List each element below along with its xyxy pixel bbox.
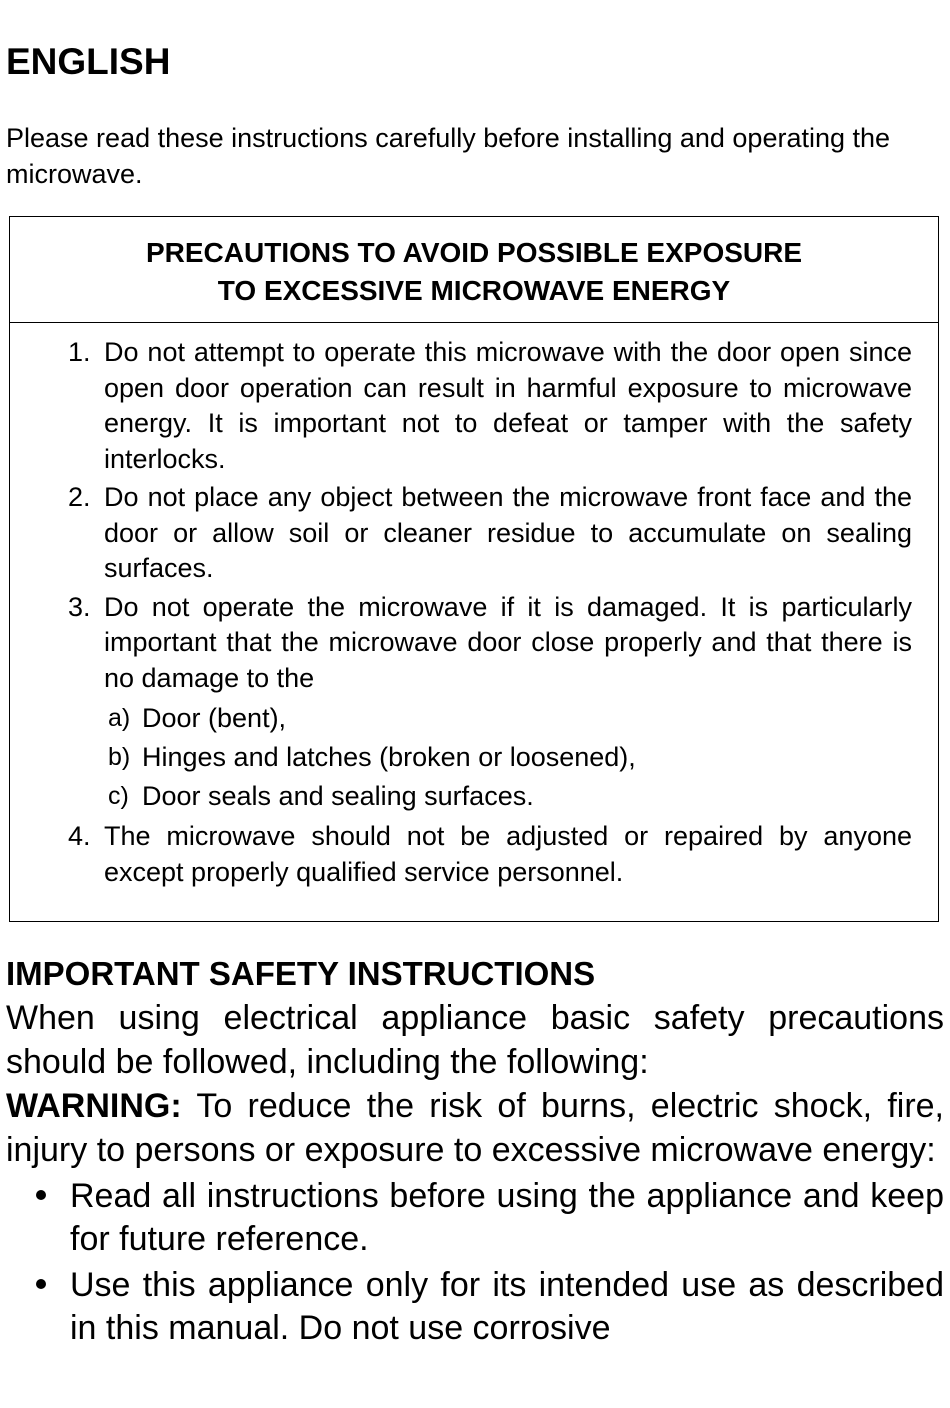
- precaution-item-3: [10, 590, 940, 817]
- subitem-letter: c): [108, 782, 129, 810]
- damage-subitem-c: [104, 777, 912, 816]
- precautions-title: [10, 217, 938, 323]
- subitem-text: Door (bent),: [142, 703, 287, 733]
- safety-intro: When using electrical appliance basic safety precautions should be followed, including the following:: [6, 999, 944, 1081]
- precaution-item-2: [10, 480, 940, 587]
- precaution-text: Do not attempt to operate this microwave with the door open since open door operation can result in harmful exposure to microwave energy. It is important not to defeat or tamper with the safety interlocks.: [104, 337, 912, 474]
- damage-subitem-a: [104, 699, 912, 738]
- precaution-number: 1.: [68, 337, 91, 367]
- damage-subitem-b: [104, 738, 912, 777]
- warning-label: WARNING:: [6, 1087, 182, 1125]
- precautions-list: [10, 335, 940, 893]
- precaution-item-4: [10, 819, 940, 890]
- safety-heading: IMPORTANT SAFETY INSTRUCTIONS: [6, 955, 596, 992]
- subitem-letter: a): [108, 704, 131, 732]
- warning-paragraph: [6, 1084, 944, 1172]
- language-heading: ENGLISH: [6, 41, 171, 82]
- damage-sublist: [104, 699, 912, 816]
- precaution-text: Do not operate the microwave if it is damaged. It is particularly important that the microwave door close properly and that there is no damage to the: [104, 591, 912, 693]
- safety-bullet-list: [6, 1175, 944, 1350]
- bullet-text: Use this appliance only for its intended use as described in this manual. Do not use corrosive: [70, 1266, 944, 1347]
- precaution-number: 2.: [68, 482, 91, 512]
- subitem-text: Door seals and sealing surfaces.: [142, 781, 534, 811]
- safety-bullet-item: [6, 1264, 944, 1350]
- intro-paragraph: Please read these instructions carefully before installing and operating the microwave.: [6, 123, 891, 189]
- precautions-title-line1: PRECAUTIONS TO AVOID POSSIBLE EXPOSURE: [145, 237, 803, 268]
- precautions-box: [9, 216, 939, 922]
- precautions-title-line2: TO EXCESSIVE MICROWAVE ENERGY: [217, 275, 731, 306]
- precaution-item-1: [10, 335, 940, 477]
- safety-bullet-item: [6, 1175, 944, 1261]
- subitem-text: Hinges and latches (broken or loosened),: [142, 742, 636, 772]
- bullet-icon: [36, 1190, 46, 1200]
- warning-text: To reduce the risk of burns, electric shock, fire, injury to persons or exposure to excessive microwave energy:: [6, 1087, 944, 1169]
- subitem-letter: b): [108, 743, 131, 771]
- safety-section: [6, 952, 944, 1350]
- bullet-icon: [36, 1279, 46, 1289]
- precaution-number: 3.: [68, 591, 91, 622]
- bullet-text: Read all instructions before using the appliance and keep for future reference.: [70, 1177, 944, 1258]
- precaution-text: The microwave should not be adjusted or repaired by anyone except properly qualified service personnel.: [104, 821, 912, 887]
- precaution-number: 4.: [68, 821, 91, 851]
- precaution-text: Do not place any object between the microwave front face and the door or allow soil or cleaner residue to accumulate on sealing surfaces.: [104, 482, 912, 583]
